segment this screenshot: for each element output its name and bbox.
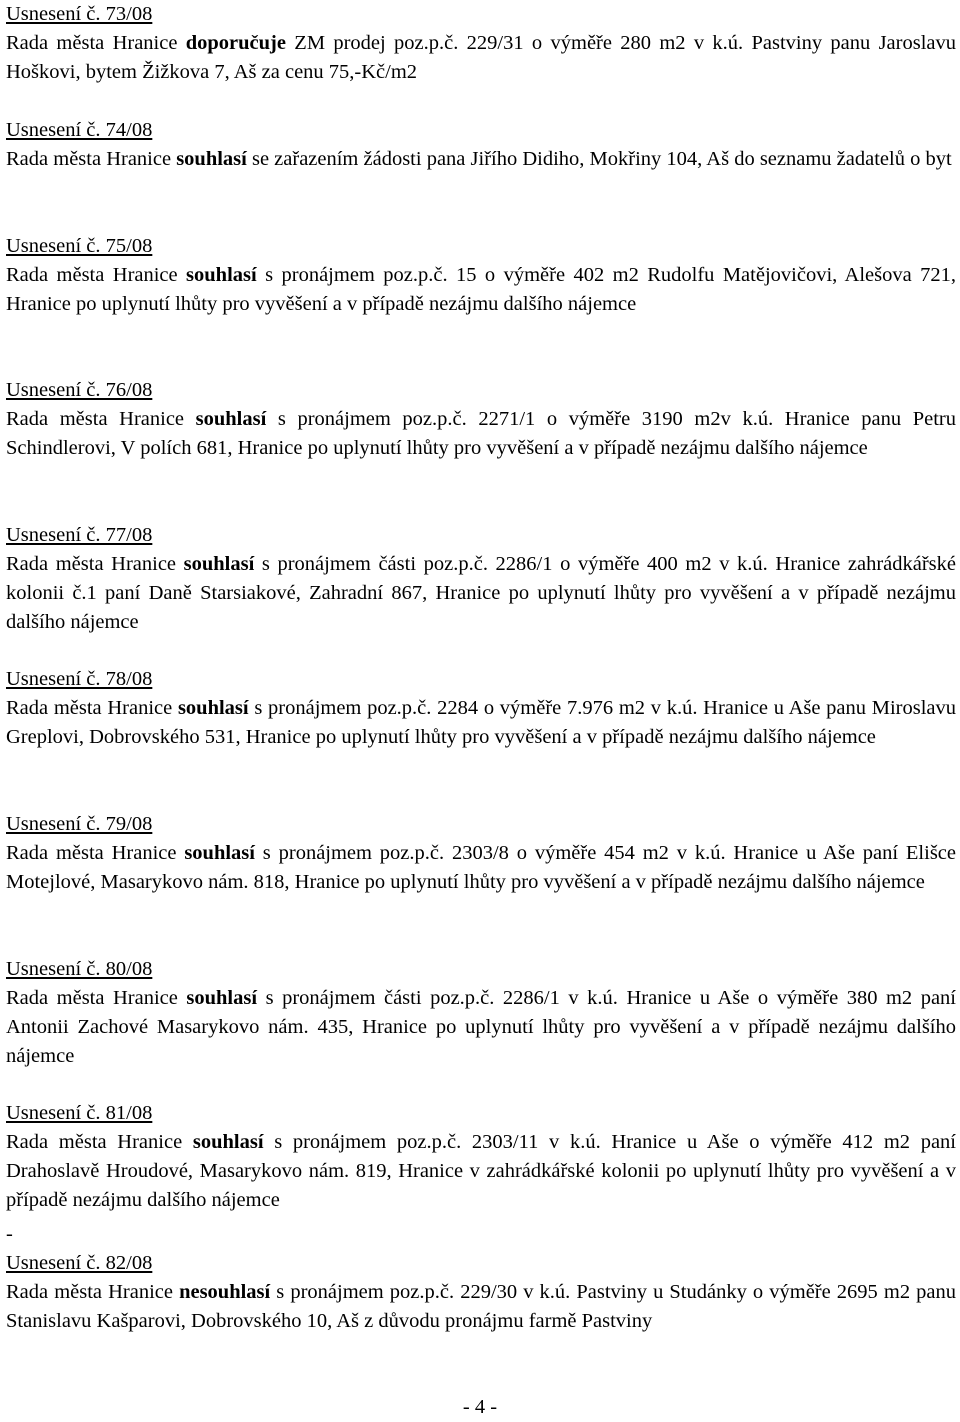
- resolution-heading: Usnesení č. 76/08: [6, 379, 153, 401]
- text-prefix: Rada města Hranice: [6, 842, 185, 864]
- text-body: ZM prodej poz.p.č. 229/31 o výměře 280 m2 v k.ú. Pastviny panu Jaroslavu Hoškovi, bytem Žižkova 7, Aš za cenu 75,-Kč/m2: [6, 32, 956, 83]
- resolution-text: [6, 1278, 956, 1336]
- resolution-heading: Usnesení č. 78/08: [6, 668, 153, 690]
- resolution-82: [6, 1220, 956, 1336]
- resolution-81: [6, 1099, 956, 1215]
- resolution-text: [6, 694, 956, 752]
- page-number: - 4 -: [462, 1396, 498, 1418]
- decision-verb: souhlasí: [176, 148, 247, 170]
- decision-verb: souhlasí: [177, 697, 249, 719]
- text-body: s pronájmem části poz.p.č. 2286/1 o výměře 400 m2 v k.ú. Hranice zahrádkářské kolonii č.1 paní Daně Starsiakové, Zahradní 867, Hranice po uplynutí lhůty pro vyvěšení a v případě nezájmu dalšího nájemce: [6, 553, 957, 633]
- resolution-79: [6, 810, 956, 897]
- text-body: s pronájmem části poz.p.č. 2286/1 v k.ú. Hranice u Aše o výměře 380 m2 paní Antonii Zachové Masarykovo nám. 435, Hranice po uplynutí lhůty pro vyvěšení a v případě nezájmu dalšího nájemce: [6, 987, 956, 1067]
- text-prefix: Rada města Hranice: [6, 264, 187, 286]
- resolution-heading: Usnesení č. 81/08: [6, 1102, 153, 1124]
- text-prefix: Rada města Hranice: [6, 408, 196, 430]
- text-body: s pronájmem poz.p.č. 2271/1 o výměře 3190 m2v k.ú. Hranice panu Petru Schindlerovi, V polích 681, Hranice po uplynutí lhůty pro vyvěšení a v případě nezájmu dalšího nájemce: [6, 408, 956, 459]
- text-body: se zařazením žádosti pana Jiřího Didiho, Mokřiny 104, Aš do seznamu žadatelů o byt: [246, 148, 952, 170]
- resolution-text: [6, 405, 956, 463]
- decision-verb: souhlasí: [186, 987, 258, 1009]
- resolution-77: [6, 521, 956, 637]
- decision-verb: doporučuje: [185, 32, 286, 54]
- text-prefix: Rada města Hranice: [6, 148, 177, 170]
- resolution-text: [6, 1128, 956, 1215]
- text-prefix: Rada města Hranice: [6, 32, 186, 54]
- resolution-heading: Usnesení č. 75/08: [6, 235, 153, 257]
- resolution-heading: Usnesení č. 80/08: [6, 958, 153, 980]
- resolution-text: [6, 550, 956, 637]
- text-body: s pronájmem poz.p.č. 15 o výměře 402 m2 Rudolfu Matějovičovi, Alešova 721, Hranice po uplynutí lhůty pro vyvěšení a v případě nezájmu dalšího nájemce: [6, 264, 957, 315]
- resolution-73: [6, 0, 956, 87]
- resolution-heading: Usnesení č. 77/08: [6, 524, 153, 546]
- decision-verb: nesouhlasí: [179, 1281, 271, 1303]
- resolution-text: [6, 261, 956, 319]
- resolution-text: [6, 145, 956, 174]
- text-body: s pronájmem poz.p.č. 2303/11 v k.ú. Hranice u Aše o výměře 412 m2 paní Drahoslavě Hroudové, Masarykovo nám. 819, Hranice v zahrádkářské kolonii po uplynutí lhůty pro vyvěšení a v případě nezájmu dalšího nájemce: [6, 1131, 956, 1211]
- text-body: s pronájmem poz.p.č. 2303/8 o výměře 454 m2 v k.ú. Hranice u Aše paní Elišce Motejlové, Masarykovo nám. 818, Hranice po uplynutí lhůty pro vyvěšení a v případě nezájmu dalšího nájemce: [6, 842, 956, 893]
- text-prefix: Rada města Hranice: [6, 1281, 180, 1303]
- resolution-76: [6, 376, 956, 463]
- decision-verb: souhlasí: [192, 1131, 264, 1153]
- text-body: s pronájmem poz.p.č. 2284 o výměře 7.976 m2 v k.ú. Hranice u Aše panu Miroslavu Greplovi, Dobrovského 531, Hranice po uplynutí lhůty pro vyvěšení a v případě nezájmu dalšího nájemce: [6, 697, 956, 748]
- text-body: s pronájmem poz.p.č. 229/30 v k.ú. Pastviny u Studánky o výměře 2695 m2 panu Stanislavu Kašparovi, Dobrovského 10, Aš z důvodu pronájmu farmě Pastviny: [6, 1281, 957, 1332]
- resolution-heading: Usnesení č. 79/08: [6, 813, 153, 835]
- decision-verb: souhlasí: [184, 842, 255, 864]
- decision-verb: souhlasí: [186, 264, 257, 286]
- separator-dash: -: [6, 1223, 13, 1245]
- resolution-text: [6, 839, 956, 897]
- decision-verb: souhlasí: [195, 408, 267, 430]
- resolution-78: [6, 665, 956, 752]
- text-prefix: Rada města Hranice: [6, 987, 187, 1009]
- text-prefix: Rada města Hranice: [6, 697, 178, 719]
- decision-verb: souhlasí: [183, 553, 255, 575]
- resolution-74: [6, 116, 956, 174]
- resolution-text: [6, 29, 956, 87]
- resolution-heading: Usnesení č. 74/08: [6, 119, 153, 141]
- resolution-heading: Usnesení č. 82/08: [6, 1252, 153, 1274]
- resolution-text: [6, 984, 956, 1071]
- resolution-heading: Usnesení č. 73/08: [6, 3, 153, 25]
- text-prefix: Rada města Hranice: [6, 1131, 193, 1153]
- resolution-75: [6, 232, 956, 319]
- resolution-80: [6, 955, 956, 1071]
- text-prefix: Rada města Hranice: [6, 553, 184, 575]
